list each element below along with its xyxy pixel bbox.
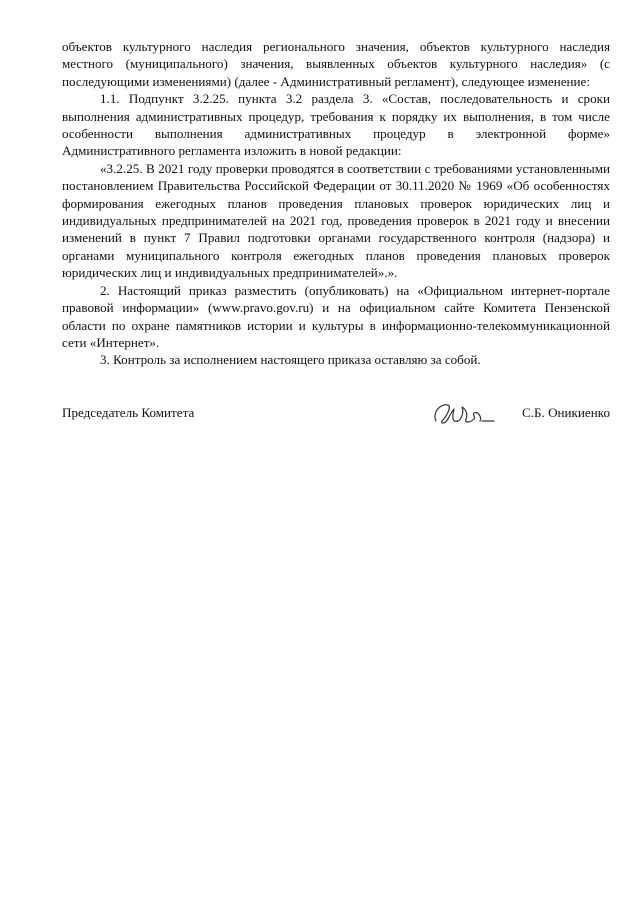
signatory-name: С.Б. Оникиенко (522, 405, 610, 420)
paragraph-item-2: 2. Настоящий приказ разместить (опубликовать) на «Официальном интернет-портале правовой информации» (www.pravo.gov.ru) и на официальном сайте Комитета Пензенской области по охране памятников истории и культуры в информационно-телекоммуникационной сети «Интернет». (62, 282, 610, 350)
paragraph-item-1-1: 1.1. Подпункт 3.2.25. пункта 3.2 раздела 3. «Состав, последовательность и сроки выполнения административных процедур, требования к порядку их выполнения, в том числе особенности выполнения административных процедур в электронной форме» Административного регламента изложить в новой редакции: (62, 91, 610, 159)
handwritten-signature (422, 395, 502, 435)
paragraph-quoted-3-2-25: «3.2.25. В 2021 году проверки проводятся в соответствии с требованиями установленными постановлением Правительства Российской Федерации от 30.11.2020 № 1969 «Об особенностях формирования ежегодных планов проведения плановых проверок юридических лиц и индивидуальных предпринимателей на 2021 год, проведения проверок в 2021 году и внесении изменений в пункт 7 Правил подготовки органами государственного контроля (надзора) и органами муниципального контроля ежегодных планов проведения плановых проверок юридических лиц и индивидуальных предпринимателей».». (62, 160, 610, 281)
document-body (62, 38, 610, 369)
signature-block (62, 405, 610, 435)
signatory-title: Председатель Комитета (62, 405, 195, 420)
paragraph-item-3: 3. Контроль за исполнением настоящего приказа оставляю за собой. (100, 352, 481, 368)
paragraph-continuation: объектов культурного наследия регионального значения, объектов культурного наследия местного (муниципального) значения, выявленных объектов культурного наследия» (с последующими изменениями) (далее - Административный регламент), следующее изменение: (62, 39, 610, 89)
